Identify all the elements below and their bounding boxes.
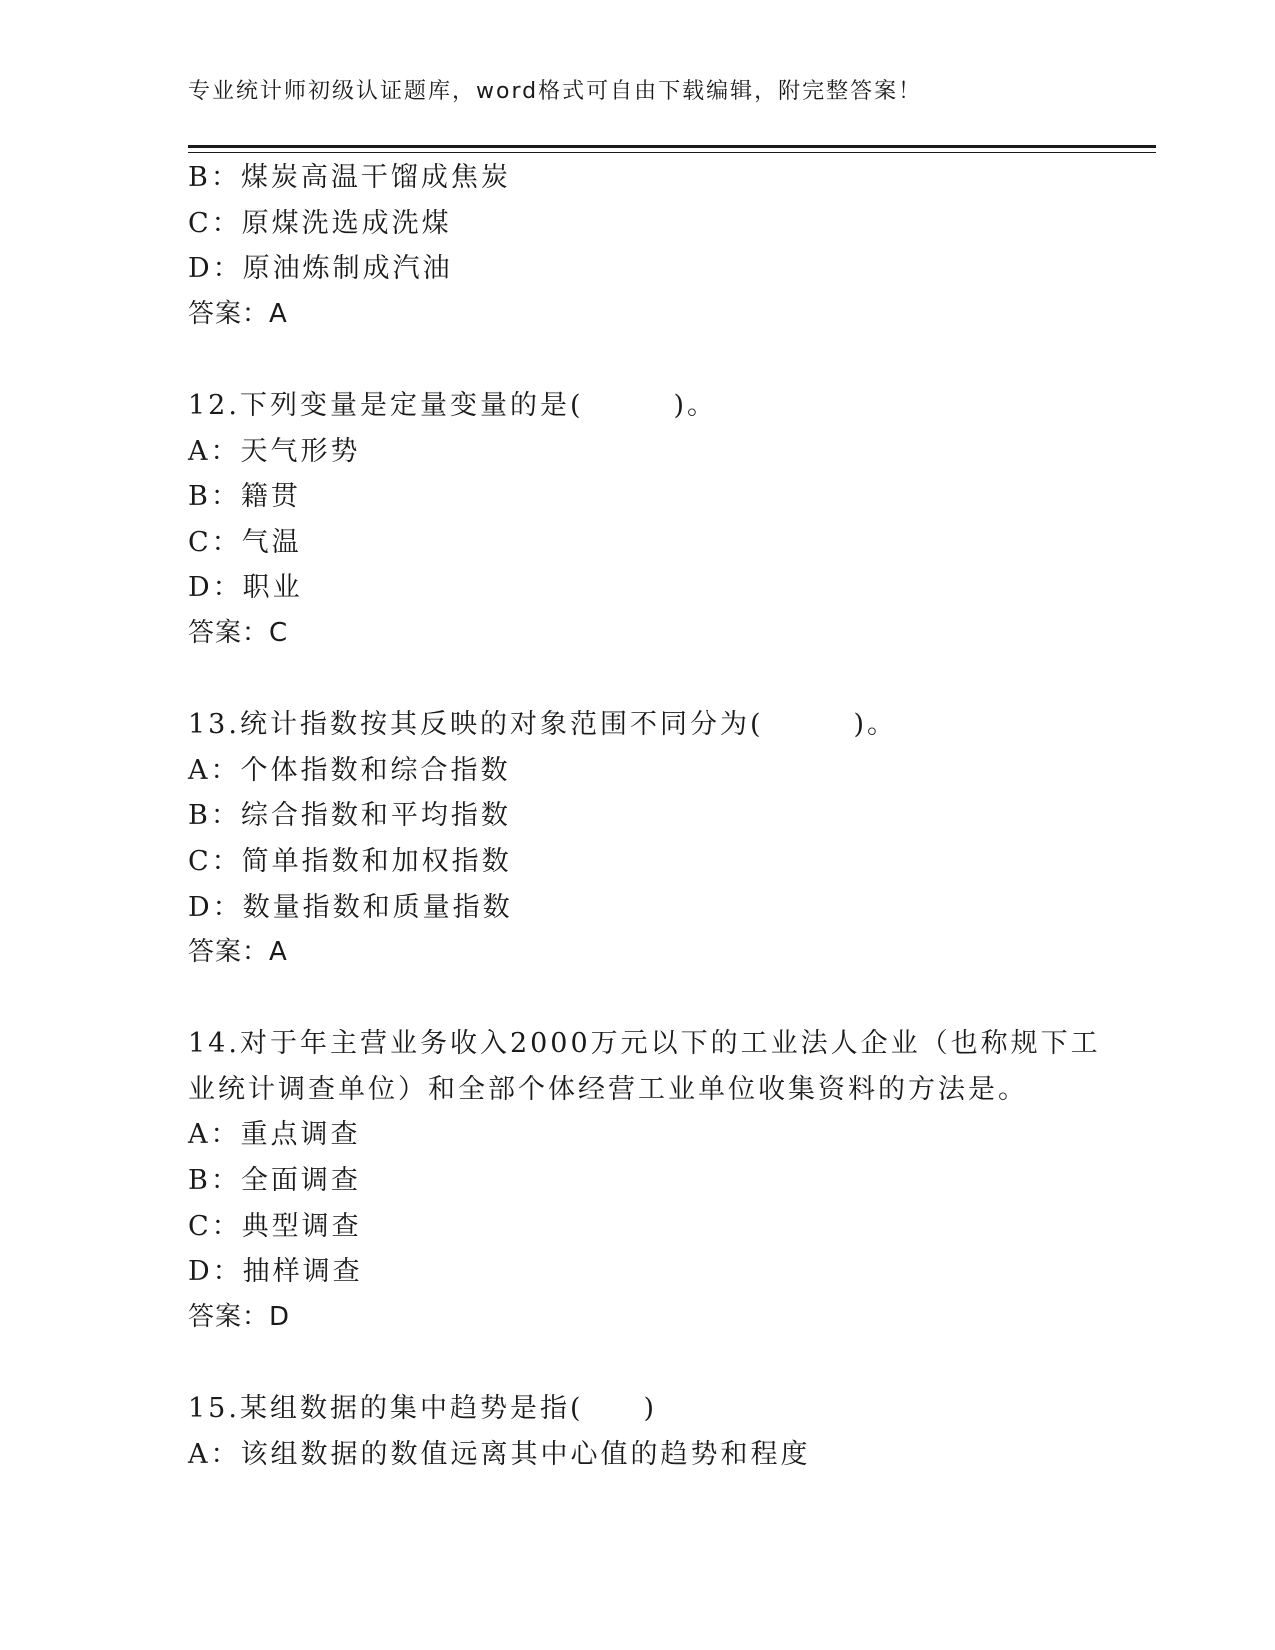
answer: 答案：A: [188, 937, 288, 968]
question-12: [188, 383, 1068, 657]
header-rule-thick: [188, 145, 1156, 148]
option-a: A：个体指数和综合指数: [188, 754, 511, 786]
option-d: D：数量指数和质量指数: [188, 891, 513, 923]
option-b: B：煤炭高温干馏成焦炭: [188, 162, 511, 193]
question-content: [188, 155, 1101, 1477]
option-a: A：重点调查: [188, 1119, 361, 1151]
option-d: D：抽样调查: [188, 1256, 363, 1288]
question-stem: 12.下列变量是定量变量的是( )。: [188, 389, 718, 421]
option-a: A：天气形势: [188, 435, 361, 467]
option-d: D：职业: [188, 572, 303, 604]
option-a: A：该组数据的数值远离其中心值的趋势和程度: [188, 1438, 811, 1470]
answer: 答案：C: [188, 617, 289, 648]
answer: 答案：A: [188, 298, 288, 329]
header-rule-thin: [188, 152, 1156, 153]
option-c: C：简单指数和加权指数: [188, 845, 512, 877]
option-c: C：气温: [188, 526, 302, 558]
option-b: B：综合指数和平均指数: [188, 800, 511, 832]
question-11-partial: [188, 155, 1068, 337]
question-stem-line-1: 14.对于年主营业务收入2000万元以下的工业法人企业（也称规下工: [188, 1028, 1101, 1060]
option-b: B：全面调查: [188, 1165, 361, 1197]
question-stem: 15.某组数据的集中趋势是指( ): [188, 1393, 658, 1425]
option-c: C：原煤洗选成洗煤: [188, 207, 452, 239]
question-stem: 13.统计指数按其反映的对象范围不同分为( )。: [188, 709, 898, 741]
option-b: B：籍贯: [188, 481, 301, 513]
answer: 答案：D: [188, 1301, 291, 1332]
question-15: [188, 1386, 1068, 1477]
question-14: [188, 1021, 1101, 1340]
page-header: 专业统计师初级认证题库，word格式可自由下载编辑，附完整答案！: [188, 79, 923, 104]
option-c: C：典型调查: [188, 1210, 362, 1242]
option-d: D：原油炼制成汽油: [188, 253, 453, 285]
question-stem-line-2: 业统计调查单位）和全部个体经营工业单位收集资料的方法是。: [188, 1073, 1028, 1105]
question-13: [188, 702, 1068, 976]
